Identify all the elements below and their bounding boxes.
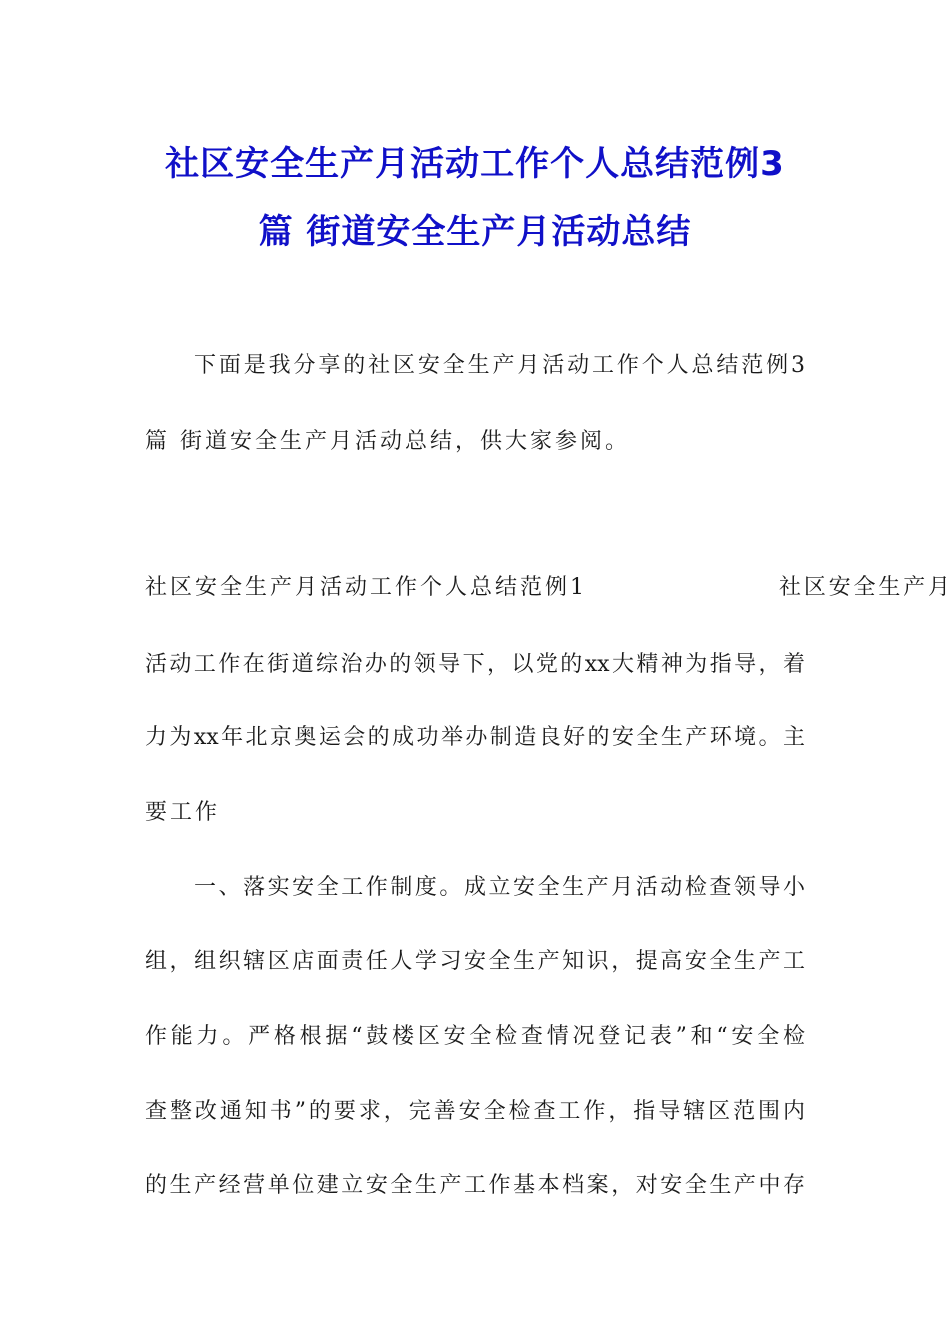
item1-line-3: 作能力。严格根据“鼓楼区安全检查情况登记表”和“安全检: [145, 1024, 805, 1049]
section1-line-3: 力为xx年北京奥运会的成功举办制造良好的安全生产环境。主: [145, 725, 805, 750]
intro-line-1: 下面是我分享的社区安全生产月活动工作个人总结范例3: [194, 353, 805, 378]
item1-line-1: 一、落实安全工作制度。成立安全生产月活动检查领导小: [194, 875, 805, 900]
document-title-line-1: 社区安全生产月活动工作个人总结范例3: [165, 144, 785, 184]
document-title-line-2: 篇 街道安全生产月活动总结: [258, 212, 692, 252]
intro-line-2: 篇 街道安全生产月活动总结，供大家参阅。: [145, 429, 630, 454]
section1-heading: 社区安全生产月活动工作个人总结范例1: [145, 575, 587, 600]
section1-text-start: 社区安全生产月: [779, 575, 950, 600]
item1-line-2: 组，组织辖区店面责任人学习安全生产知识，提高安全生产工: [145, 949, 805, 974]
item1-line-4: 查整改通知书”的要求，完善安全检查工作，指导辖区范围内: [145, 1099, 805, 1124]
section1-line-2: 活动工作在街道综治办的领导下，以党的xx大精神为指导，着: [145, 652, 805, 677]
section1-line-4: 要工作: [145, 800, 221, 825]
item1-line-5: 的生产经营单位建立安全生产工作基本档案，对安全生产中存: [145, 1173, 805, 1198]
section1-first-line: [145, 570, 950, 600]
